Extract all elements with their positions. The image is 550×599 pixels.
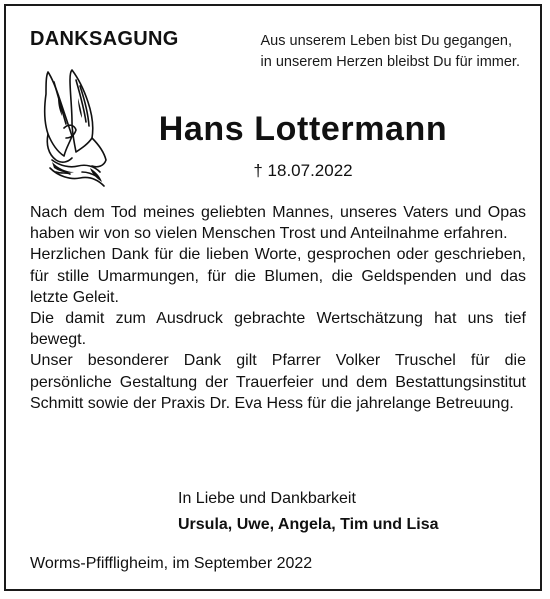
place-and-date: Worms-Pfiffligheim, im September 2022: [30, 555, 313, 572]
motto-line-1: Aus unserem Leben bist Du gegangen,: [260, 33, 513, 49]
motto-verse: [261, 31, 521, 73]
family-names: Ursula, Uwe, Angela, Tim und Lisa: [178, 516, 439, 533]
obituary-notice: [4, 4, 542, 591]
body-text: [30, 202, 526, 414]
paragraph: Unser besonderer Dank gilt Pfarrer Volker Truschel für die persönliche Gestaltung der Trauerfeier und dem Bestattungsinstitut Schmitt sowie der Praxis Dr. Eva Hess für die jahrelange Betreuung.: [30, 352, 526, 412]
paragraph: Die damit zum Ausdruck gebrachte Wertschätzung hat uns tief bewegt.: [30, 310, 526, 349]
closing-phrase: In Liebe und Dankbarkeit: [178, 490, 356, 507]
death-date: † 18.07.2022: [253, 161, 353, 180]
deceased-name: Hans Lottermann: [158, 110, 448, 148]
notice-heading: DANKSAGUNG: [30, 28, 179, 50]
closing-block: [178, 486, 439, 538]
motto-line-2: in unserem Herzen bleibst Du für immer.: [260, 54, 520, 70]
paragraph: Nach dem Tod meines geliebten Mannes, unseres Vaters und Opas haben wir von so vielen Menschen Trost und Anteilnahme erfahren.: [30, 204, 526, 243]
paragraph: Herzlichen Dank für die lieben Worte, gesprochen oder geschrieben, für stille Umarmungen, für die Blumen, die Geldspenden und das letzte Geleit.: [30, 246, 526, 306]
